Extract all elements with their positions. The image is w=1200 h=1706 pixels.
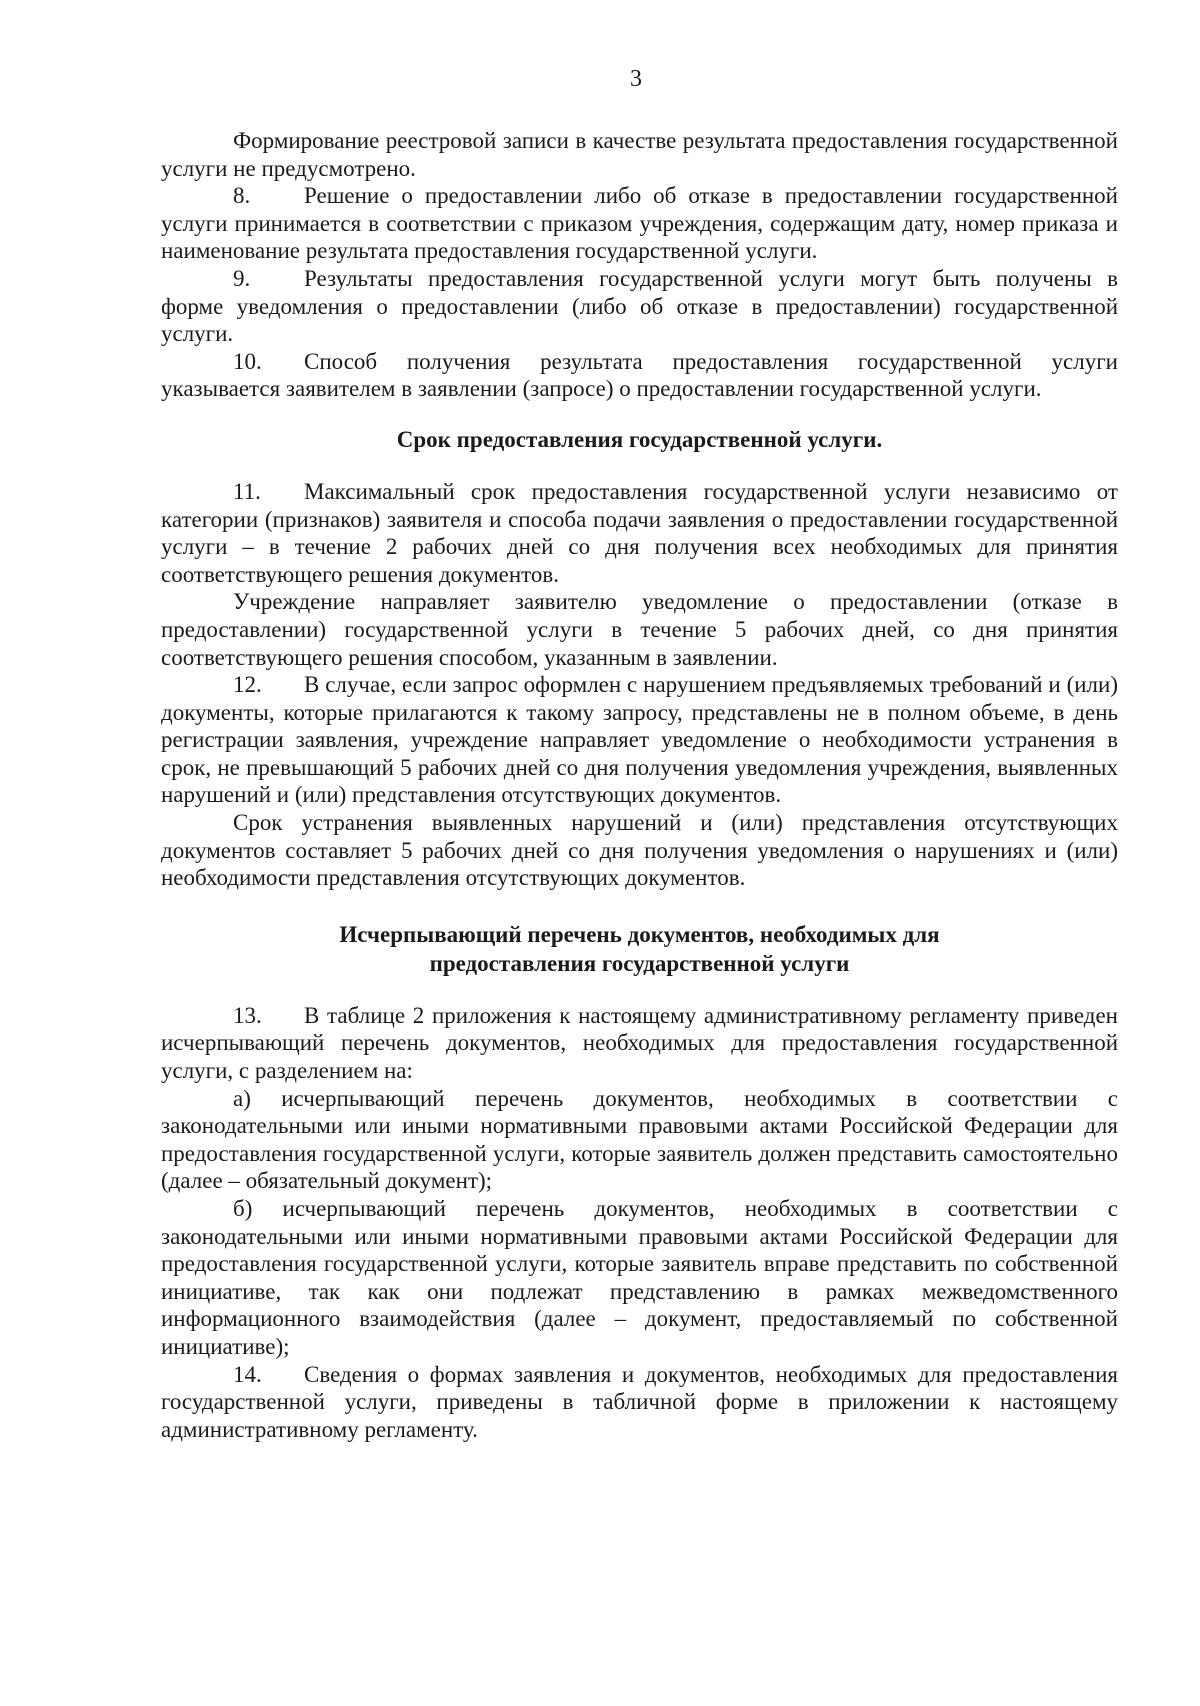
- paragraph-number: 11.: [233, 478, 261, 504]
- paragraph-number: 10.: [233, 348, 262, 374]
- numbered-paragraph-11: [161, 478, 1118, 588]
- heading-line: предоставления государственной услуги: [429, 950, 850, 976]
- paragraph: Учреждение направляет заявителю уведомление о предоставлении (отказе в предоставлении) государственной услуги в течение 5 рабочих дней, со дня принятия соответствующего решения способом, указанным в заявлении.: [161, 589, 1118, 670]
- numbered-paragraph-13: [161, 1002, 1118, 1085]
- list-item-a: а) исчерпывающий перечень документов, необходимых в соответствии с законодательными или иными нормативными правовыми актами Российской Федерации для предоставления государственной услуги, которые заявитель должен представить самостоятельно (далее – обязательный документ);: [161, 1085, 1118, 1194]
- heading-line: Исчерпывающий перечень документов, необходимых для: [339, 921, 940, 947]
- numbered-paragraph-8: [161, 182, 1118, 265]
- numbered-paragraph-14: [161, 1361, 1118, 1444]
- paragraph-number: 12.: [233, 672, 262, 698]
- paragraph-number: 14.: [233, 1361, 262, 1387]
- paragraph-text: Способ получения результата предоставления государственной услуги указывается заявителем в заявлении (запросе) о предоставлении государственной услуги.: [161, 348, 1118, 402]
- section-heading-documents: [161, 920, 1118, 978]
- paragraph: Формирование реестровой записи в качестве результата предоставления государственной услуги не предусмотрено.: [161, 128, 1118, 181]
- paragraph-text: Результаты предоставления государственной услуги могут быть получены в форме уведомления о предоставлении (либо об отказе в предоставлении) государственной услуги.: [161, 265, 1118, 347]
- paragraph-text: Максимальный срок предоставления государственной услуги независимо от категории (признаков) заявителя и способа подачи заявления о предоставлении государственной услуги – в течение 2 рабочих дней со дня получения всех необходимых для принятия соответствующего решения документов.: [161, 478, 1118, 587]
- numbered-paragraph-9: [161, 265, 1118, 348]
- numbered-paragraph-12: [161, 671, 1118, 809]
- paragraph-text: В таблице 2 приложения к настоящему административному регламенту приведен исчерпывающий перечень документов, необходимых для предоставления государственной услуги, с разделением на:: [161, 1002, 1118, 1084]
- numbered-paragraph-10: [161, 348, 1118, 403]
- page-number: 3: [630, 66, 642, 92]
- paragraph-text: В случае, если запрос оформлен с нарушением предъявляемых требований и (или) документы, которые прилагаются к такому запросу, представлены не в полном объеме, в день регистрации заявления, учреждение направляет уведомление о необходимости устранения в срок, не превышающий 5 рабочих дней со дня получения уведомления учреждения, выявленных нарушений и (или) представления отсутствующих документов.: [161, 672, 1118, 808]
- list-item-b: б) исчерпывающий перечень документов, необходимых в соответствии с законодательными или иными нормативными правовыми актами Российской Федерации для предоставления государственной услуги, которые заявитель вправе представить по собственной инициативе, так как они подлежат представлению в рамках межведомственного информационного взаимодействия (далее – документ, предоставляемый по собственной инициативе);: [161, 1196, 1118, 1359]
- paragraph-number: 8.: [233, 183, 251, 209]
- document-body: [161, 127, 1118, 1443]
- paragraph-number: 9.: [233, 265, 251, 291]
- paragraph-text: Решение о предоставлении либо об отказе в предоставлении государственной услуги принимается в соответствии с приказом учреждения, содержащим дату, номер приказа и наименование результата предоставления государственной услуги.: [161, 183, 1118, 264]
- paragraph: Срок устранения выявленных нарушений и (или) представления отсутствующих документов составляет 5 рабочих дней со дня получения уведомления о нарушениях и (или) необходимости представления отсутствующих документов.: [161, 810, 1118, 891]
- paragraph-text: Сведения о формах заявления и документов, необходимых для предоставления государственной услуги, приведены в табличной форме в приложении к настоящему административному регламенту.: [161, 1361, 1118, 1442]
- section-heading-term: Срок предоставления государственной услуги.: [396, 426, 883, 452]
- paragraph-number: 13.: [233, 1002, 262, 1028]
